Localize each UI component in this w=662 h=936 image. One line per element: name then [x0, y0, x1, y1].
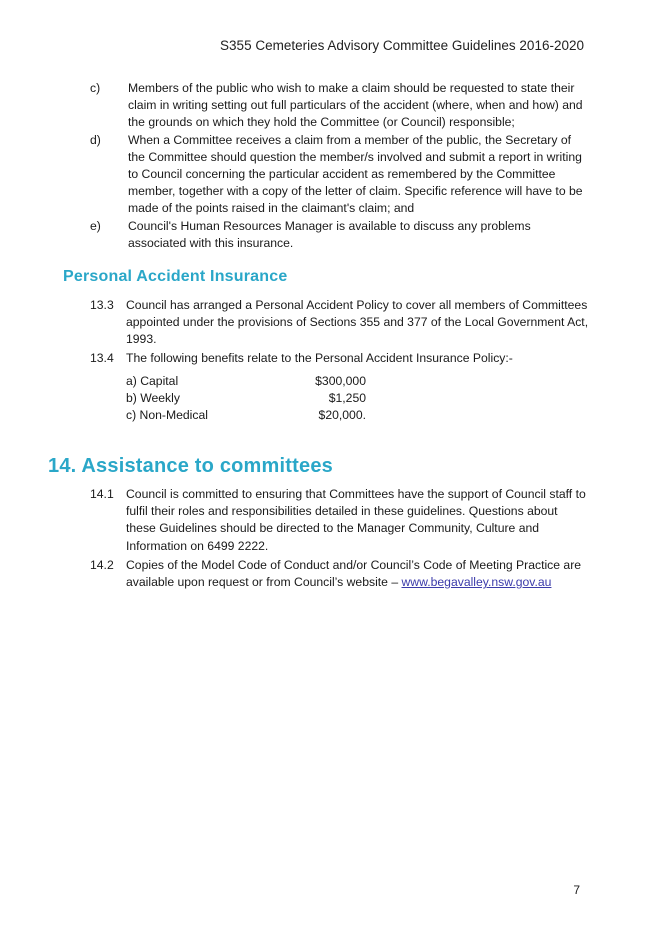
list-item-label: e) — [90, 218, 101, 233]
list-item-label: c) — [90, 81, 101, 95]
benefit-row — [126, 390, 366, 407]
document-header: S355 Cemeteries Advisory Committee Guidelines 2016-2020 — [220, 38, 584, 53]
list-item-label: d) — [90, 132, 101, 147]
paragraph-14-2 — [90, 557, 590, 591]
paragraph-14-1 — [90, 486, 590, 555]
list-item-text: Council's Human Resources Manager is available to discuss any problems associated with this insurance. — [128, 218, 531, 250]
section-heading-personal-accident: Personal Accident Insurance — [63, 268, 288, 285]
paragraph-number: 13.4 — [90, 351, 114, 365]
list-item-text: When a Committee receives a claim from a member of the public, the Secretary of the Committee should question the member/s involved and submit a report in writing to Council concerning the particular accident as remembered by the Committee member, together with a copy of the letter of claim. Specific reference will have to be made of the points raised in the claimant's claim; and — [128, 132, 583, 216]
paragraph-number: 14.2 — [90, 558, 114, 572]
list-item — [90, 218, 585, 252]
paragraph-text: Council has arranged a Personal Accident Policy to cover all members of Committees appointed under the provisions of Sections 355 and 377 of the Local Government Act, 1993. — [126, 298, 589, 347]
benefit-label: a) Capital — [126, 374, 179, 388]
benefit-row — [126, 407, 366, 424]
benefit-value: $300,000 — [315, 374, 366, 388]
paragraph-13-3 — [90, 297, 590, 349]
page-number: 7 — [573, 883, 580, 897]
benefit-label: b) Weekly — [126, 391, 180, 406]
paragraph-13-4 — [90, 350, 590, 367]
list-item — [90, 132, 585, 218]
benefit-row — [126, 373, 366, 390]
benefit-value: $20,000. — [318, 408, 366, 423]
website-link[interactable]: www.begavalley.nsw.gov.au — [401, 575, 552, 590]
paragraph-text: Council is committed to ensuring that Committees have the support of Council staff to fulfil their roles and responsibilities detailed in these guidelines. Questions about these Guidelines should be directed to the Manager Community, Culture and Information on 6499 2222. — [126, 487, 586, 553]
paragraph-text: Copies of the Model Code of Conduct and/or Council’s Code of Meeting Practice are available upon request or from Council’s website – — [126, 558, 582, 590]
list-item-text: Members of the public who wish to make a claim should be requested to state their claim in writing setting out full particulars of the accident (where, when and how) and the grounds on which they hold the Committee (or Council) responsible; — [128, 81, 583, 130]
benefit-label: c) Non-Medical — [126, 408, 208, 423]
benefits-table — [126, 373, 366, 425]
paragraph-number: 14.1 — [90, 487, 114, 501]
benefit-value: $1,250 — [328, 391, 366, 406]
paragraph-number: 13.3 — [90, 298, 114, 312]
paragraph-text: The following benefits relate to the Personal Accident Insurance Policy:- — [126, 351, 513, 365]
paragraph-body — [126, 557, 590, 591]
list-item — [90, 80, 585, 132]
section-heading-assistance: 14. Assistance to committees — [48, 455, 333, 477]
claims-list — [90, 80, 585, 252]
